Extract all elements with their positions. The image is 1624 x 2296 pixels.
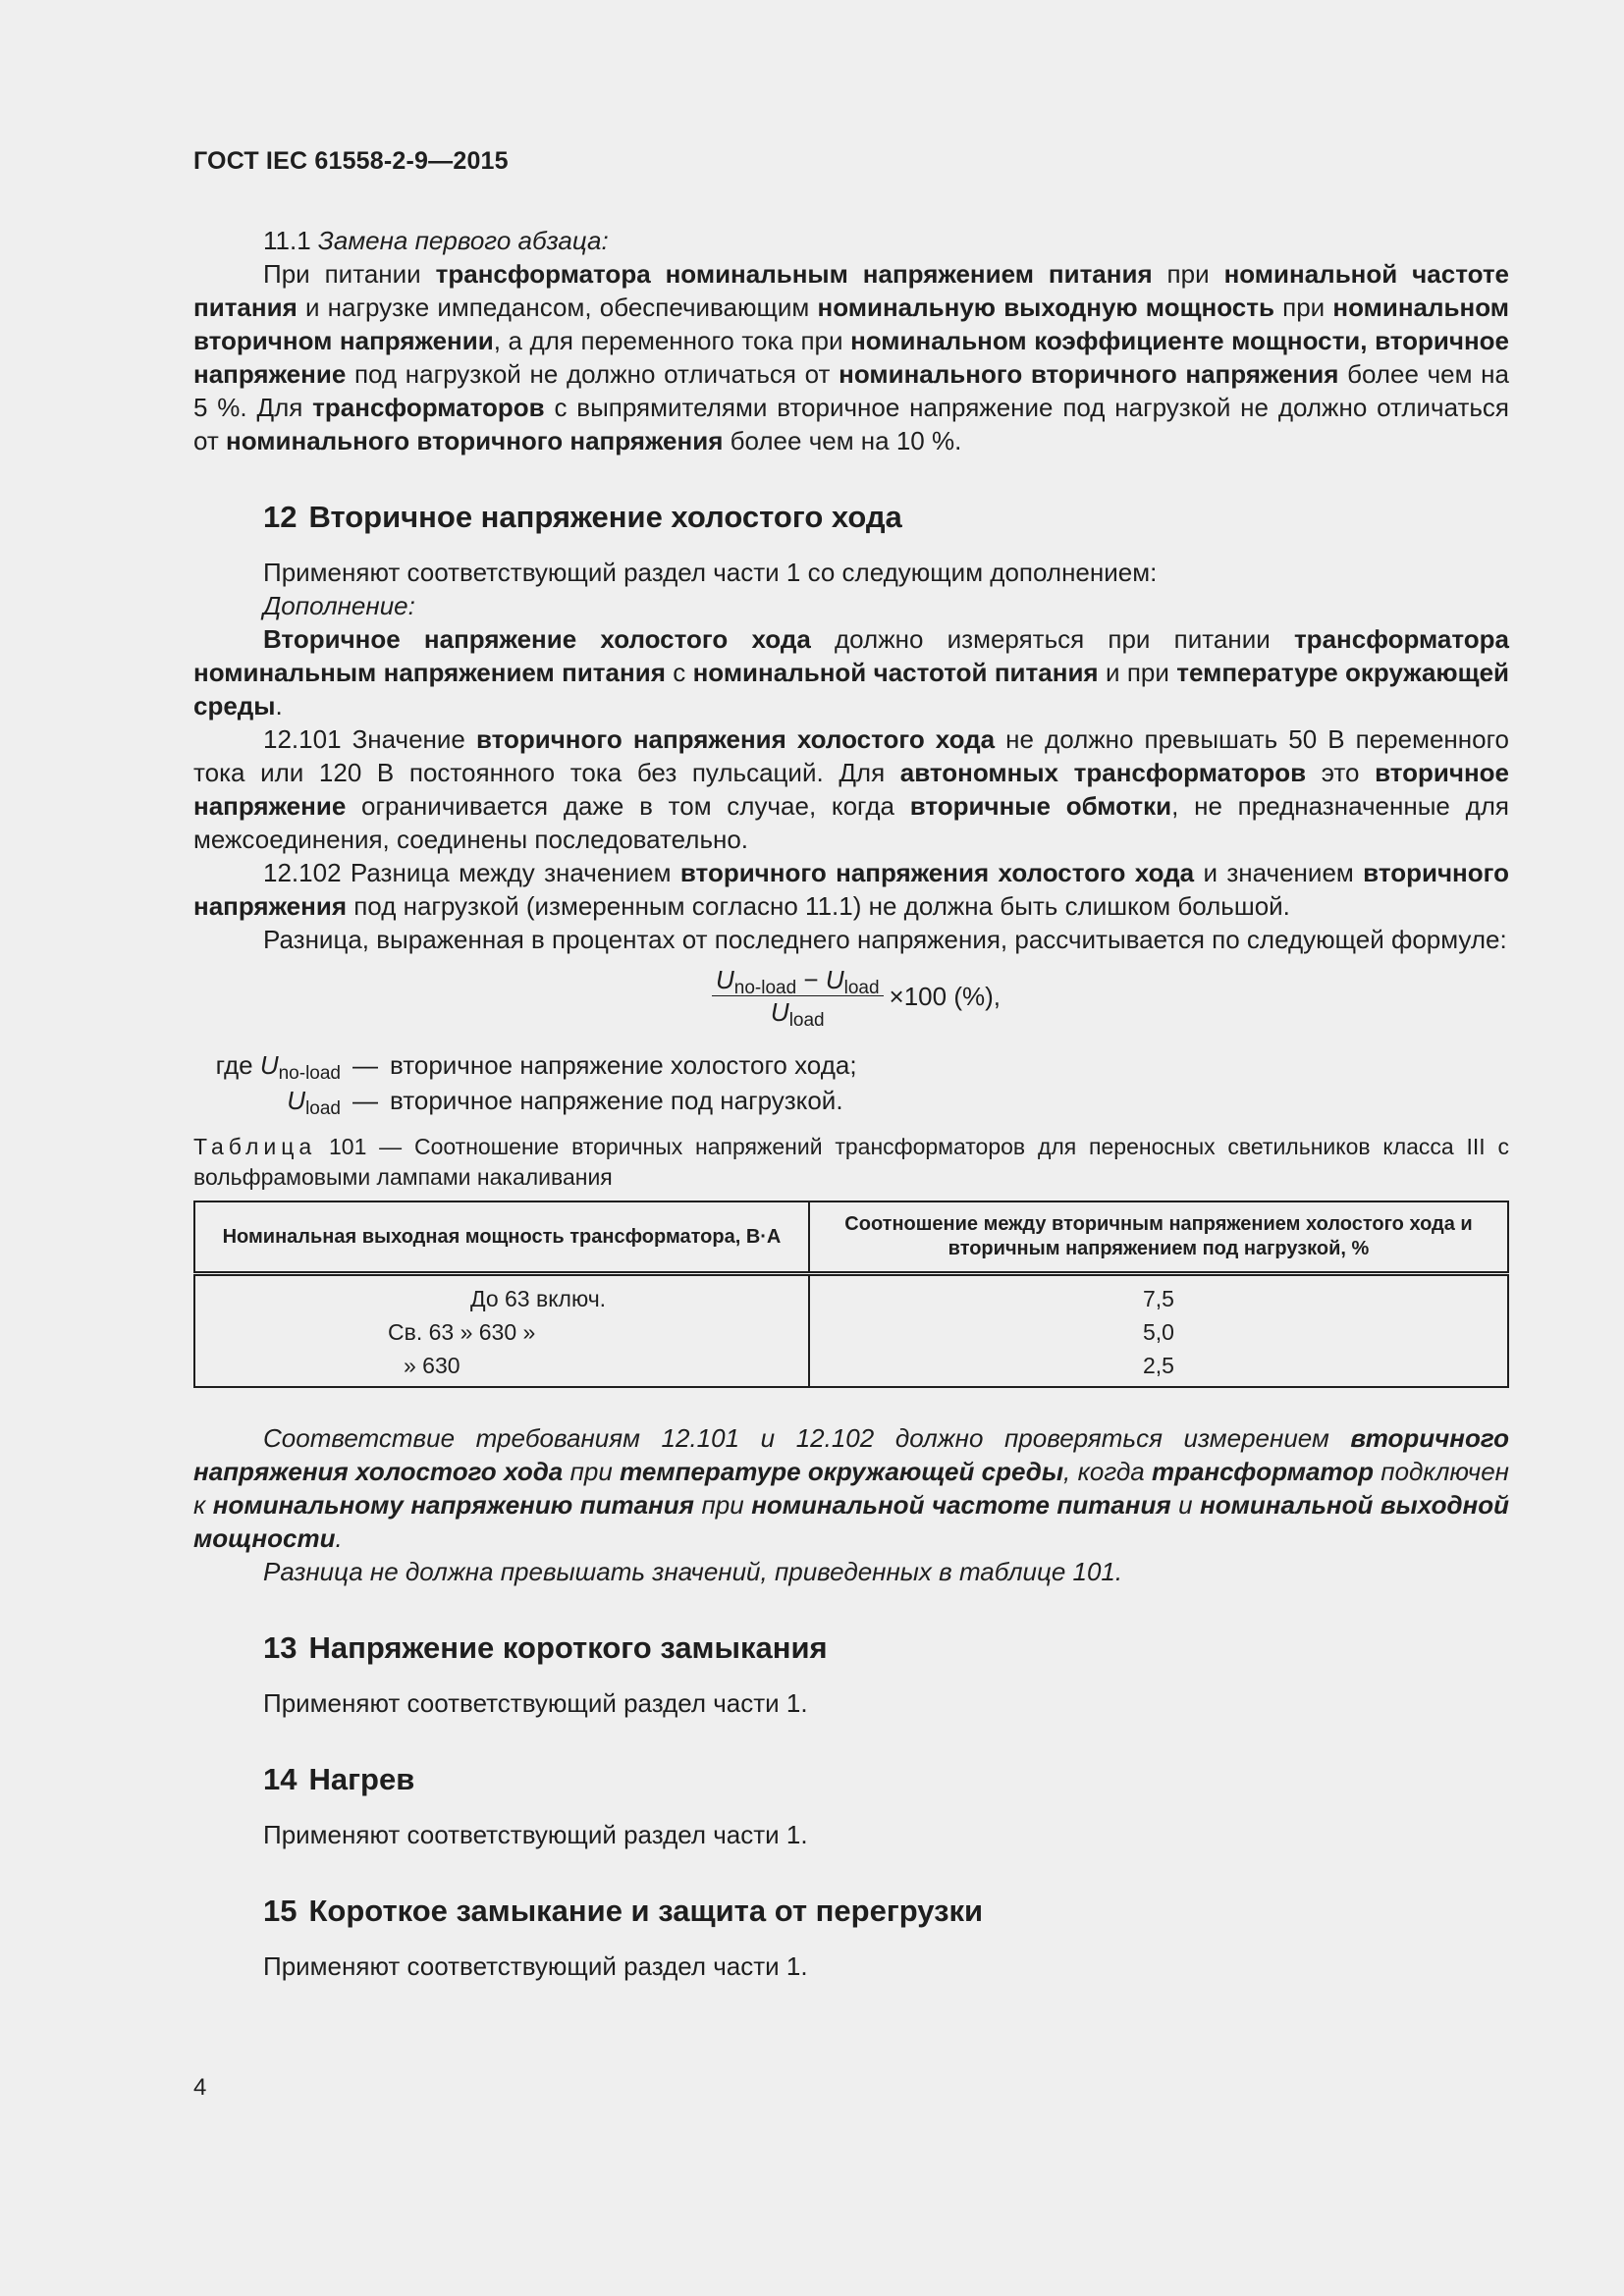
legend-row: где $U_{no-load}$ — вторичное напряжение холостого хода; xyxy=(215,1050,857,1084)
section-13-heading: 13 Напряжение короткого замыкания xyxy=(263,1630,828,1665)
formula-numerator: $U_{no-load} - U_{load}$ xyxy=(712,966,884,996)
formula-fraction xyxy=(712,965,884,1031)
table-101 xyxy=(193,1201,1509,1388)
section-12-paragraph-1: Вторичное напряжение холостого хода должно измеряться при питании трансформатора номинальным напряжением питания с номинальной частотой питания и при температуре окружающей среды. xyxy=(193,624,1510,721)
formula-multiplier: ×100 (%), xyxy=(889,981,1001,1011)
table-row: » 630 2,5 xyxy=(194,1349,1508,1387)
section-12-addition: Дополнение: xyxy=(263,591,415,620)
formula-intro: Разница, выраженная в процентах от последнего напряжения, рассчитывается по следующей формуле: xyxy=(263,925,1507,954)
clause-12-101: 12.101 Значение вторичного напряжения холостого хода не должно превышать 50 В переменного тока или 120 В постоянного тока без пульсаций. Для автономных трансформаторов это вторичное напряжение ограничивается даже в том случае, когда вторичные обмотки, не предназначенные для межсоединения, соединены последовательно. xyxy=(193,724,1509,854)
document-header: ГОСТ IEC 61558-2-9—2015 xyxy=(193,147,509,175)
section-12-heading: 12 Вторичное напряжение холостого хода xyxy=(263,500,902,534)
clause-11-1-title xyxy=(193,224,1509,257)
page-content xyxy=(193,224,1509,1983)
section-14-text: Применяют соответствующий раздел части 1. xyxy=(263,1820,808,1849)
table-caption: Таблица 101 — Соотношение вторичных напряжений трансформаторов для переносных светильников класса III с вольфрамовыми лампами накаливания xyxy=(193,1134,1509,1190)
legend-row: $U_{load}$ — вторичное напряжение под нагрузкой. xyxy=(287,1086,843,1119)
compliance-text: Соответствие требованиям 12.101 и 12.102 должно проверяться измерением вторичного напряжения холостого хода при температуре окружающей среды, когда трансформатор подключен к номинальному напряжению питания при номинальной частоте питания и номинальной выходной мощности. xyxy=(193,1423,1509,1553)
clause-title: Замена первого абзаца: xyxy=(317,226,609,255)
section-15-text: Применяют соответствующий раздел части 1. xyxy=(263,1951,808,1981)
section-12-intro: Применяют соответствующий раздел части 1 со следующим дополнением: xyxy=(263,558,1158,587)
clause-number: 11.1 xyxy=(263,226,311,255)
table-header-ratio: Соотношение между вторичным напряжением холостого хода и вторичным напряжением под нагрузкой, % xyxy=(809,1201,1508,1274)
compliance-note: Разница не должна превышать значений, приведенных в таблице 101. xyxy=(263,1557,1123,1586)
formula-legend xyxy=(193,1047,1509,1118)
section-13-text: Применяют соответствующий раздел части 1. xyxy=(263,1688,808,1718)
formula-denominator: $U_{load}$ xyxy=(770,997,825,1031)
section-14-heading: 14 Нагрев xyxy=(263,1762,415,1796)
section-15-heading: 15 Короткое замыкание и защита от перегрузки xyxy=(263,1894,984,1928)
table-row: До 63 включ. 7,5 xyxy=(194,1274,1508,1316)
formula xyxy=(193,965,1509,1031)
clause-11-1-paragraph: При питании трансформатора номинальным напряжением питания при номинальной частоте питания и нагрузке импедансом, обеспечивающим номинальную выходную мощность при номинальном вторичном напряжении, а для переменного тока при номинальном коэффициенте мощности, вторичное напряжение под нагрузкой не должно отличаться от номинального вторичного напряжения более чем на 5 %. Для трансформаторов с выпрямителями вторичное напряжение под нагрузкой не должно отличаться от номинального вторичного напряжения более чем на 10 %. xyxy=(193,259,1510,455)
table-header-power: Номинальная выходная мощность трансформатора, В·А xyxy=(194,1201,809,1274)
clause-12-102: 12.102 Разница между значением вторичного напряжения холостого хода и значением вторичного напряжения под нагрузкой (измеренным согласно 11.1) не должна быть слишком большой. xyxy=(193,858,1509,921)
page-number: 4 xyxy=(193,2074,207,2101)
table-row: Св. 63 » 630 » 5,0 xyxy=(194,1315,1508,1349)
